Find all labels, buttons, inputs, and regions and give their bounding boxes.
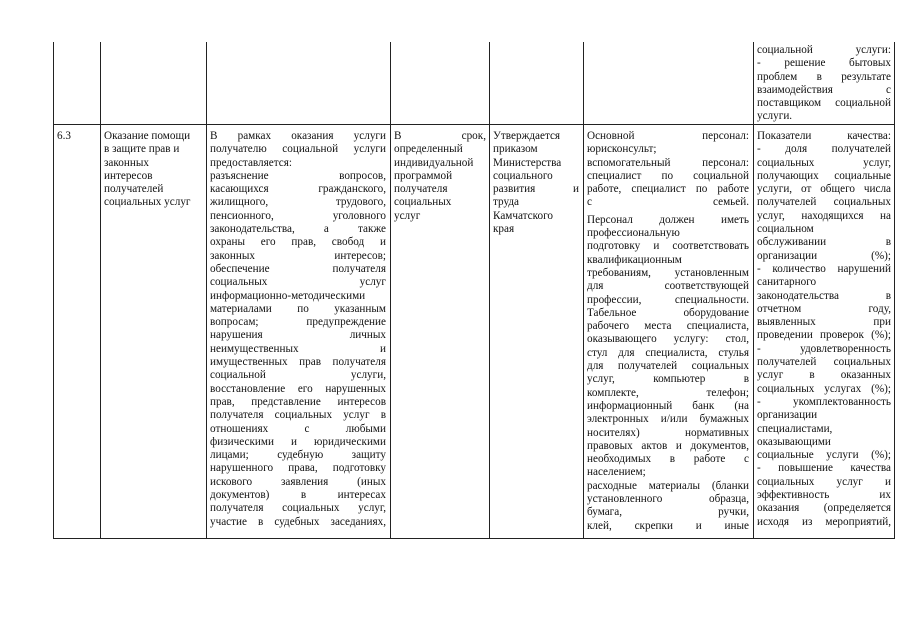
text-line: восстановление его нарушенных [210, 382, 386, 395]
text-line: имущественных прав получателя [210, 356, 386, 369]
text-line: социальных услуг, [757, 156, 891, 169]
text-line: юрисконсульт; [587, 143, 657, 156]
row-divider [53, 124, 895, 125]
text-line: отчетном году, [757, 302, 891, 315]
text-line: требованиям, установленным [587, 266, 749, 279]
text-line: социальной услуги: [757, 44, 891, 56]
quality-indicators-cell [757, 130, 891, 529]
text-line: программой [394, 169, 453, 182]
text-line: услуги. [757, 110, 793, 123]
column-divider [100, 42, 101, 539]
text-line: обслуживании в [757, 236, 891, 249]
text-line: исходя из мероприятий, [757, 515, 891, 528]
text-line: законодательства, а также [210, 223, 386, 236]
text-line: участие в судебных заседаниях, [210, 515, 386, 528]
text-line: оказывающего услугу: стол, [587, 333, 749, 346]
text-line: получателя социальных услуг, [210, 502, 386, 515]
text-line: обеспечение получателя [210, 262, 386, 275]
column-divider [583, 42, 584, 539]
text-line: информационно-методическими [210, 289, 366, 302]
text-line: населением; [587, 466, 646, 479]
text-line: Персонал должен иметь [587, 213, 749, 226]
text-line: В рамках оказания услуги [210, 130, 386, 142]
service-content-cell [210, 130, 386, 529]
text-line: касающихся гражданского, [210, 183, 386, 196]
text-line: нарушенного права, подготовку [210, 462, 386, 475]
text-line: социальных [394, 196, 452, 209]
text-line: развития и [493, 183, 579, 196]
text-line: получающих социальные [757, 169, 891, 182]
text-line: труда [493, 196, 520, 209]
text-line: в защите прав и [104, 143, 180, 156]
text-line: получателю социальной услуги [210, 143, 386, 156]
text-line: установленного образца, [587, 493, 749, 506]
staff-equipment-cell [587, 130, 749, 533]
text-line: электронных и/или бумажных [587, 413, 749, 426]
text-line: клей, скрепки и иные [587, 519, 749, 532]
text-line: выявленных при [757, 316, 891, 329]
text-line: Основной персонал: [587, 130, 749, 142]
text-line: подготовку и соответствовать [587, 240, 749, 253]
text-line: социальных услуг [210, 276, 386, 289]
text-line: социальных услугах (%); [757, 382, 891, 395]
text-line: эффективность их [757, 489, 891, 502]
table-border-left [53, 42, 54, 539]
text-line: санитарного [757, 276, 817, 289]
text-line: стул для специалиста, стулья [587, 346, 749, 359]
text-line: лицами; судебную защиту [210, 449, 386, 462]
text-line: услуг [394, 209, 421, 222]
text-line: искового заявления (иных [210, 475, 386, 488]
text-line: социального [493, 169, 553, 182]
text-line: Утверждается [493, 130, 561, 142]
table-border-bottom [53, 538, 895, 539]
text-line: отношениях с любыми [210, 422, 386, 435]
text-line: - количество нарушений [757, 262, 891, 275]
text-line: - доля получателей [757, 143, 891, 156]
service-name-cell [104, 130, 204, 210]
text-line: пенсионного, уголовного [210, 209, 386, 222]
text-line: поставщиком социальной [757, 97, 891, 110]
text-line: социальных услуг и [757, 475, 891, 488]
text-line: специалист по социальной [587, 169, 749, 182]
text-line: определенный [394, 143, 463, 156]
row-number: 6.3 [57, 130, 71, 142]
top-row-quality-cell [757, 44, 891, 124]
text-line: оказания (определяется [757, 502, 891, 515]
text-line: взаимодействия с [757, 83, 891, 96]
text-line: получателей социальных [757, 196, 891, 209]
text-line: Камчатского [493, 209, 554, 222]
text-line: работе, специалист по работе [587, 183, 749, 196]
text-line: социальные услуги (%); [757, 449, 891, 462]
text-line: профессиональную [587, 227, 680, 240]
text-line: квалификационным [587, 253, 682, 266]
text-line: получателя [394, 183, 448, 196]
text-line: физическими и юридическими [210, 435, 386, 448]
text-line: вспомогательный персонал: [587, 156, 749, 169]
text-line: приказом [493, 143, 538, 156]
text-line: проблем в результате [757, 70, 891, 83]
column-divider [206, 42, 207, 539]
text-line: организации (%); [757, 249, 891, 262]
column-divider [753, 42, 754, 539]
text-line: нарушения личных [210, 329, 386, 342]
approval-cell [493, 130, 579, 236]
text-line: - укомплектованность [757, 395, 891, 408]
text-line: социальной услуги, [210, 369, 386, 382]
text-line: социальном [757, 223, 814, 236]
text-line: для соответствующей [587, 280, 749, 293]
text-line: получателей социальных [757, 356, 891, 369]
text-line: края [493, 223, 515, 236]
text-line: прав, представление интересов [210, 395, 386, 408]
text-line: материалами по указанным [210, 302, 386, 315]
service-term-cell [394, 130, 486, 223]
text-line: В срок, [394, 130, 486, 142]
text-line: услуги, от общего числа [757, 183, 891, 196]
text-line: жилищного, трудового, [210, 196, 386, 209]
text-line: законных интересов; [210, 249, 386, 262]
text-line: с семьей. [587, 196, 749, 209]
text-line: организации [757, 409, 818, 422]
text-line: - удовлетворенность [757, 342, 891, 355]
text-line: охраны его прав, свобод и [210, 236, 386, 249]
text-line: услуг в оказанных [757, 369, 891, 382]
text-line: услуг, находящихся на [757, 209, 891, 222]
text-line: интересов [104, 169, 153, 182]
text-line: Показатели качества: [757, 130, 891, 142]
text-line: законных [104, 156, 149, 169]
text-line: получателя социальных услуг в [210, 409, 386, 422]
text-line: необходимых в работе с [587, 453, 749, 466]
text-line: неимущественных и [210, 342, 386, 355]
text-line: оказывающими [757, 435, 831, 448]
text-line: информационный банк (на [587, 399, 749, 412]
text-line: бумага, ручки, [587, 506, 749, 519]
text-line: разъяснение вопросов, [210, 169, 386, 182]
text-line: для получателей социальных [587, 360, 749, 373]
text-line: Табельное оборудование [587, 306, 749, 319]
text-line: правовых актов и документов, [587, 439, 749, 452]
text-line: вопросам; предупреждение [210, 316, 386, 329]
text-line: документов) в интересах [210, 489, 386, 502]
text-line: социальных услуг [104, 196, 191, 209]
text-line: - повышение качества [757, 462, 891, 475]
text-line: Министерства [493, 156, 562, 169]
column-divider [489, 42, 490, 539]
text-line: расходные материалы (бланки [587, 479, 749, 492]
column-divider [390, 42, 391, 539]
text-line: индивидуальной [394, 156, 474, 169]
table-border-right [894, 42, 895, 539]
text-line: проведении проверок (%); [757, 329, 891, 342]
services-table [53, 42, 895, 539]
text-line: профессии, специальности. [587, 293, 749, 306]
text-line: предоставляется: [210, 156, 292, 169]
text-line: услуг, компьютер в [587, 373, 749, 386]
text-line: законодательства в [757, 289, 891, 302]
text-line: носителях) нормативных [587, 426, 749, 439]
text-line: - решение бытовых [757, 57, 891, 70]
text-line: комплекте, телефон; [587, 386, 749, 399]
text-line: получателей [104, 183, 164, 196]
text-line: Оказание помощи [104, 130, 191, 142]
text-line: специалистами, [757, 422, 833, 435]
text-line: рабочего места специалиста, [587, 320, 749, 333]
